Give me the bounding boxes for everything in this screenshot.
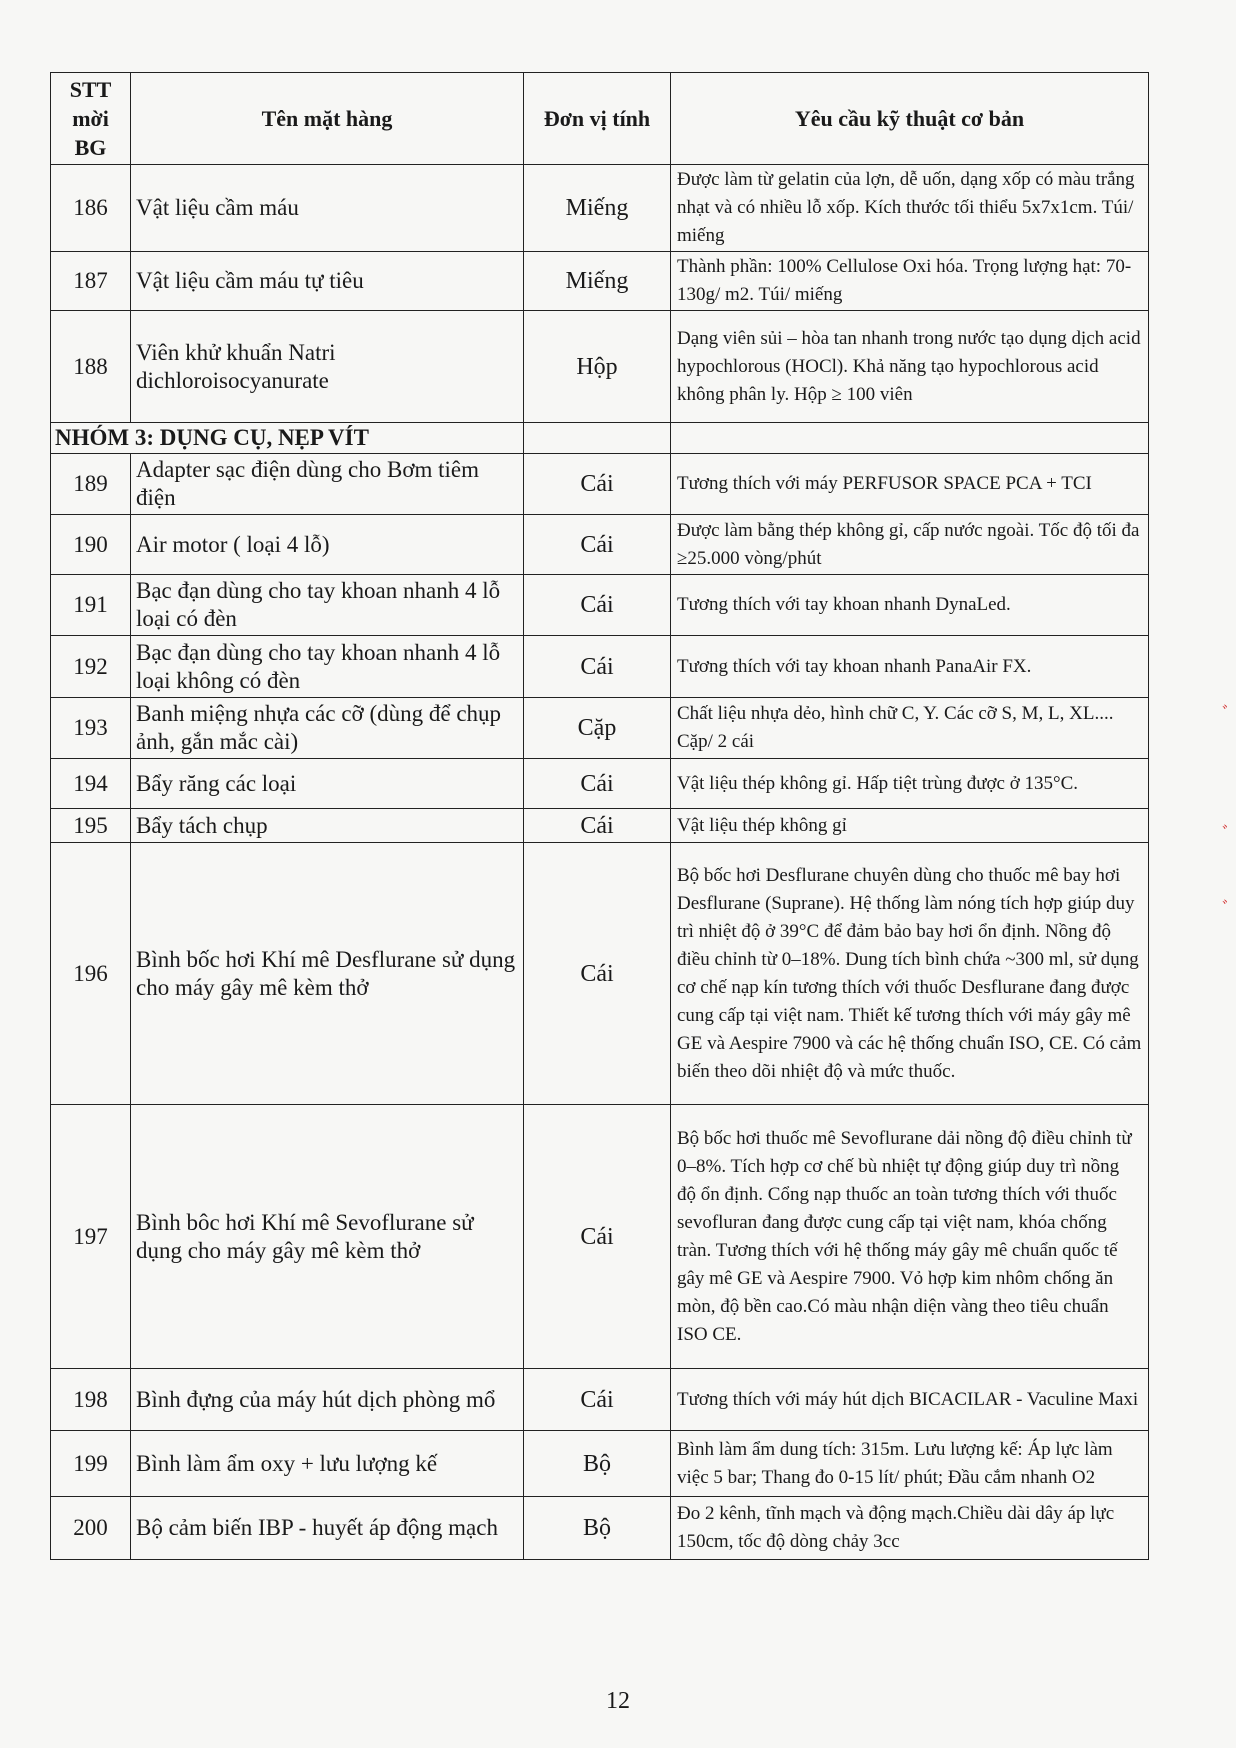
- row-item-name: Bộ cảm biến IBP - huyết áp động mạch: [131, 1497, 524, 1560]
- table-row: [51, 1369, 1149, 1431]
- header-row: [51, 73, 1149, 165]
- header-unit: Đơn vị tính: [524, 73, 671, 165]
- table-row: [51, 809, 1149, 843]
- row-item-name: Bẩy tách chụp: [131, 809, 524, 843]
- group-row: [51, 423, 1149, 454]
- table-row: [51, 698, 1149, 759]
- row-unit: Hộp: [524, 311, 671, 423]
- row-stt: 192: [51, 636, 131, 698]
- group-title: NHÓM 3: DỤNG CỤ, NẸP VÍT: [51, 423, 524, 454]
- row-unit: Cái: [524, 809, 671, 843]
- table-row: [51, 1431, 1149, 1497]
- row-stt: 196: [51, 843, 131, 1105]
- table-row: [51, 636, 1149, 698]
- table-row: [51, 454, 1149, 515]
- row-spec: Bộ bốc hơi thuốc mê Sevoflurane dải nồng độ điều chỉnh từ 0–8%. Tích hợp cơ chế bù nhiệt tự động giúp duy trì nồng độ ổn định. Cổng nạp thuốc an toàn tương thích với thuốc sevofluran đang được cung cấp tại việt nam, khóa chống tràn. Tương thích với hệ thống máy gây mê chuẩn quốc tế gây mê GE và Aespire 7900. Vỏ hợp kim nhôm chống ăn mòn, độ bền cao.Có màu nhận diện vàng theo tiêu chuẩn ISO CE.: [671, 1105, 1149, 1369]
- row-spec: Tương thích với tay khoan nhanh PanaAir FX.: [671, 636, 1149, 698]
- row-stt: 197: [51, 1105, 131, 1369]
- row-unit: Cái: [524, 1105, 671, 1369]
- margin-red-mark: ﾞ: [1222, 824, 1231, 844]
- row-stt: 198: [51, 1369, 131, 1431]
- table-row: [51, 759, 1149, 809]
- row-spec: Đo 2 kênh, tĩnh mạch và động mạch.Chiều dài dây áp lực 150cm, tốc độ dòng chảy 3cc: [671, 1497, 1149, 1560]
- table-row: [51, 575, 1149, 636]
- row-item-name: Viên khử khuẩn Natri dichloroisocyanurate: [131, 311, 524, 423]
- row-spec: Vật liệu thép không gỉ. Hấp tiệt trùng được ở 135°C.: [671, 759, 1149, 809]
- page-number: 12: [606, 1688, 630, 1714]
- header-spec: Yêu cầu kỹ thuật cơ bản: [671, 73, 1149, 165]
- row-unit: Cái: [524, 454, 671, 515]
- row-item-name: Bình làm ẩm oxy + lưu lượng kế: [131, 1431, 524, 1497]
- row-spec: Vật liệu thép không gỉ: [671, 809, 1149, 843]
- row-spec: Bình làm ẩm dung tích: 315m. Lưu lượng kế: Áp lực làm việc 5 bar; Thang đo 0-15 lít/ phút; Đầu cắm nhanh O2: [671, 1431, 1149, 1497]
- group-empty-unit: [524, 423, 671, 454]
- row-item-name: Vật liệu cầm máu: [131, 165, 524, 252]
- row-item-name: Adapter sạc điện dùng cho Bơm tiêm điện: [131, 454, 524, 515]
- row-unit: Cái: [524, 575, 671, 636]
- row-spec: Tương thích với máy PERFUSOR SPACE PCA + TCI: [671, 454, 1149, 515]
- row-spec: Được làm bằng thép không gỉ, cấp nước ngoài. Tốc độ tối đa ≥25.000 vòng/phút: [671, 515, 1149, 575]
- row-spec: Dạng viên sủi – hòa tan nhanh trong nước tạo dụng dịch acid hypochlorous (HOCl). Khả năng tạo hypochlorous acid không phân ly. Hộp ≥ 100 viên: [671, 311, 1149, 423]
- row-item-name: Bạc đạn dùng cho tay khoan nhanh 4 lỗ loại có đèn: [131, 575, 524, 636]
- table-row: [51, 843, 1149, 1105]
- row-stt: 190: [51, 515, 131, 575]
- row-stt: 186: [51, 165, 131, 252]
- row-spec: Được làm từ gelatin của lợn, dễ uốn, dạng xốp có màu trắng nhạt và có nhiều lỗ xốp. Kích thước tối thiểu 5x7x1cm. Túi/ miếng: [671, 165, 1149, 252]
- row-item-name: Bẩy răng các loại: [131, 759, 524, 809]
- table-row: [51, 311, 1149, 423]
- row-stt: 193: [51, 698, 131, 759]
- row-unit: Cái: [524, 843, 671, 1105]
- rows-after-group: [51, 454, 1149, 1560]
- table-row: [51, 1105, 1149, 1369]
- row-spec: Bộ bốc hơi Desflurane chuyên dùng cho thuốc mê bay hơi Desflurane (Suprane). Hệ thống làm nóng tích hợp giúp duy trì nhiệt độ ở 39°C để đảm bảo bay hơi ổn định. Nồng độ điều chỉnh từ 0–18%. Dung tích bình chứa ~300 ml, sử dụng cơ chế nạp kín tương thích với thuốc Desflurane đang được cung cấp tại việt nam. Thiết kế tương thích với máy gây mê GE và Aespire 7900 và các hệ thống chuẩn ISO, CE. Có cảm biến theo dõi nhiệt độ và mức thuốc.: [671, 843, 1149, 1105]
- row-spec: Chất liệu nhựa dẻo, hình chữ C, Y. Các cỡ S, M, L, XL.... Cặp/ 2 cái: [671, 698, 1149, 759]
- group-empty-spec: [671, 423, 1149, 454]
- row-stt: 199: [51, 1431, 131, 1497]
- row-unit: Cái: [524, 515, 671, 575]
- row-stt: 200: [51, 1497, 131, 1560]
- row-unit: Cái: [524, 1369, 671, 1431]
- margin-red-mark: ﾞ: [1222, 704, 1231, 724]
- row-stt: 195: [51, 809, 131, 843]
- row-stt: 191: [51, 575, 131, 636]
- table-row: [51, 252, 1149, 311]
- row-item-name: Bình bôc hơi Khí mê Sevoflurane sử dụng cho máy gây mê kèm thở: [131, 1105, 524, 1369]
- row-unit: Bộ: [524, 1431, 671, 1497]
- row-unit: Cái: [524, 759, 671, 809]
- row-unit: Cái: [524, 636, 671, 698]
- rows-before-group: [51, 165, 1149, 423]
- row-stt: 187: [51, 252, 131, 311]
- row-item-name: Bình đựng của máy hút dịch phòng mổ: [131, 1369, 524, 1431]
- row-stt: 194: [51, 759, 131, 809]
- header-stt: STT mời BG: [51, 73, 131, 165]
- row-stt: 188: [51, 311, 131, 423]
- row-unit: Miếng: [524, 165, 671, 252]
- group-section: [51, 423, 1149, 454]
- row-unit: Bộ: [524, 1497, 671, 1560]
- row-item-name: Air motor ( loại 4 lỗ): [131, 515, 524, 575]
- table-row: [51, 165, 1149, 252]
- row-spec: Tương thích với tay khoan nhanh DynaLed.: [671, 575, 1149, 636]
- row-unit: Miếng: [524, 252, 671, 311]
- table-row: [51, 515, 1149, 575]
- row-item-name: Bình bốc hơi Khí mê Desflurane sử dụng cho máy gây mê kèm thở: [131, 843, 524, 1105]
- row-unit: Cặp: [524, 698, 671, 759]
- margin-red-mark: ﾞ: [1222, 899, 1231, 919]
- row-item-name: Vật liệu cầm máu tự tiêu: [131, 252, 524, 311]
- row-spec: Tương thích với máy hút dịch BICACILAR - Vaculine Maxi: [671, 1369, 1149, 1431]
- spec-table-sheet: [50, 72, 1148, 1560]
- row-item-name: Banh miệng nhựa các cỡ (dùng để chụp ảnh, gắn mắc cài): [131, 698, 524, 759]
- row-item-name: Bạc đạn dùng cho tay khoan nhanh 4 lỗ loại không có đèn: [131, 636, 524, 698]
- header-name: Tên mặt hàng: [131, 73, 524, 165]
- spec-table: [50, 72, 1149, 1560]
- table-row: [51, 1497, 1149, 1560]
- row-spec: Thành phần: 100% Cellulose Oxi hóa. Trọng lượng hạt: 70-130g/ m2. Túi/ miếng: [671, 252, 1149, 311]
- row-stt: 189: [51, 454, 131, 515]
